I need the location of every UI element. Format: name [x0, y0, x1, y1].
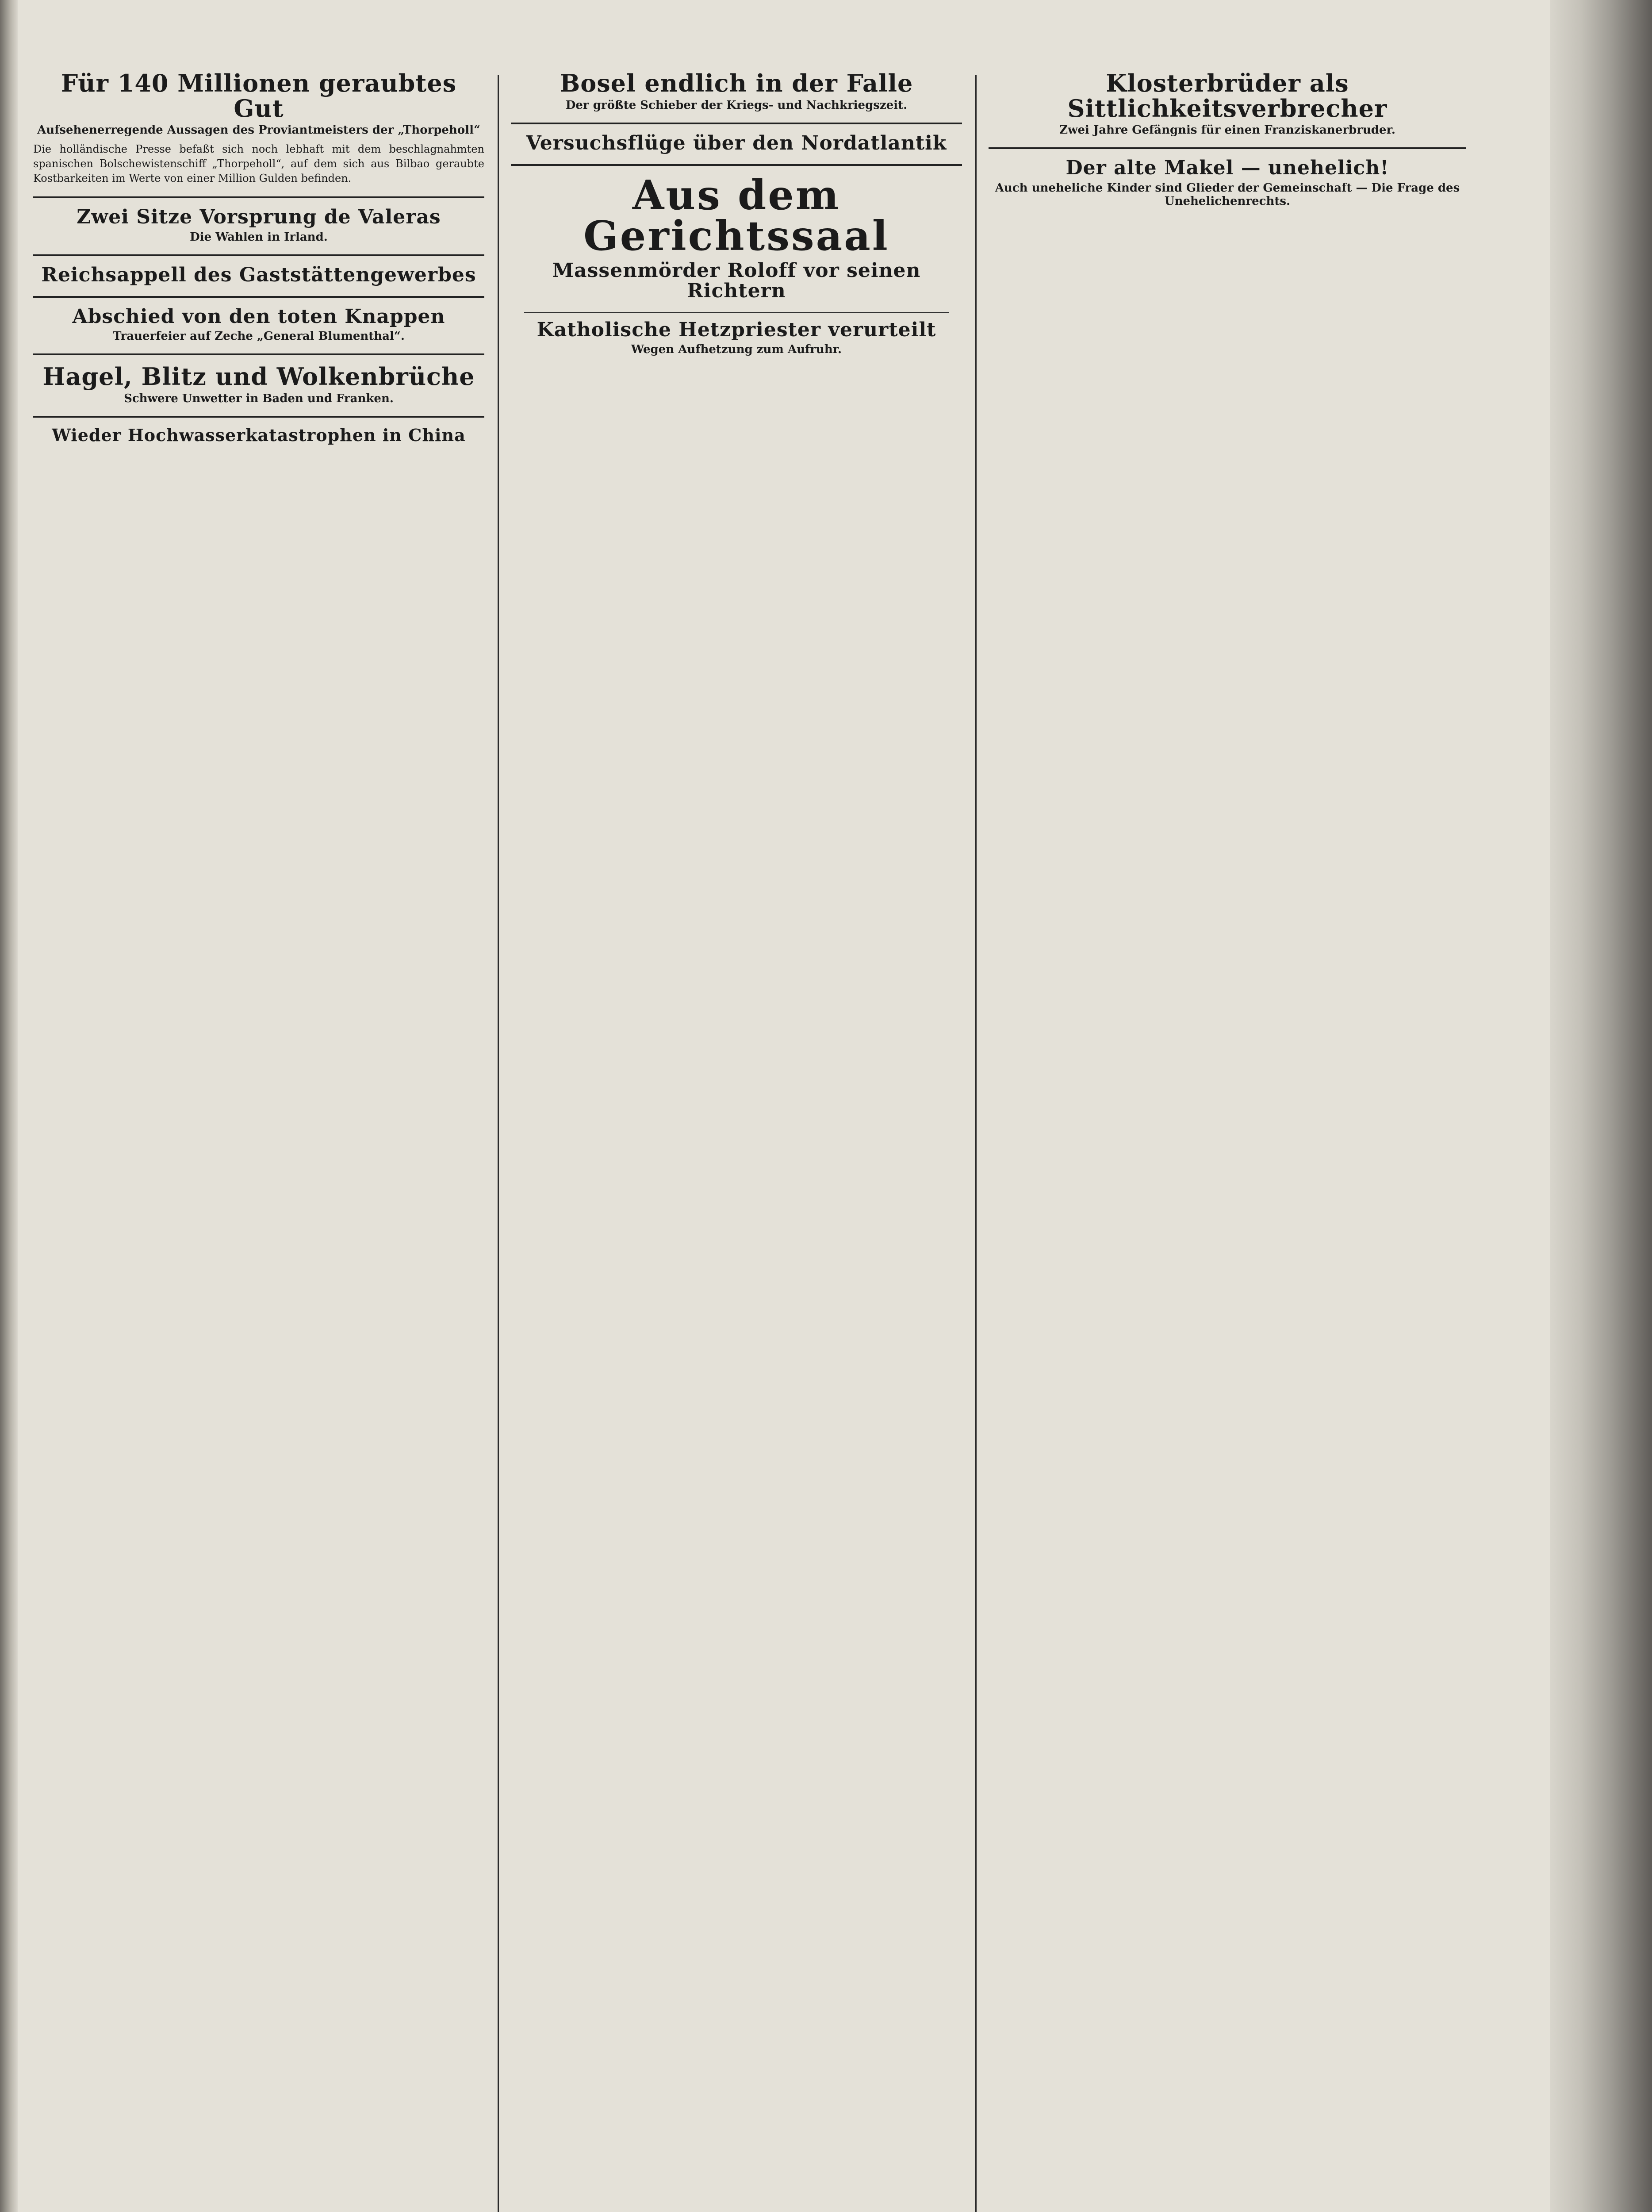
article-makel	[989, 158, 1466, 207]
article-headline: Abschied von den toten Knappen	[72, 305, 445, 328]
article-divider	[33, 416, 484, 418]
article-subheadline: Aufsehenerregende Aussagen des Proviantmeisters der „Thorpeholl“	[37, 123, 480, 137]
article-valeras	[33, 207, 484, 243]
section-gerichtssaal	[511, 171, 962, 303]
article-divider	[33, 254, 484, 256]
article-headline: Katholische Hetzpriester verurteilt	[537, 319, 936, 342]
article-headline: Versuchsflüge über den Nordatlantik	[526, 131, 947, 154]
article-headline: Hagel, Blitz und Wolkenbrüche	[42, 362, 475, 391]
article-gaststaetten	[33, 265, 484, 285]
article-gold	[33, 71, 484, 186]
column-left	[33, 66, 484, 2212]
article-hagel	[33, 364, 484, 405]
article-headline: Der alte Makel — unehelich!	[1066, 157, 1389, 180]
article-divider	[33, 196, 484, 198]
page-edge-left	[0, 0, 18, 2212]
article-divider	[511, 123, 962, 124]
article-headline: Massenmörder Roloff vor seinen Richtern	[552, 259, 921, 303]
article-subheadline: Wegen Aufhetzung zum Aufruhr.	[631, 343, 842, 357]
article-nordatlantik	[511, 133, 962, 154]
article-subheadline: Die Wahlen in Irland.	[190, 230, 328, 244]
article-divider	[524, 312, 949, 313]
article-subheadline: Schwere Unwetter in Baden und Franken.	[124, 392, 394, 405]
article-subheadline: Zwei Jahre Gefängnis für einen Franziskanerbruder.	[1059, 123, 1395, 137]
column-right	[989, 66, 1466, 2212]
article-divider	[511, 164, 962, 166]
article-bosel	[511, 71, 962, 112]
column-middle	[511, 66, 962, 2212]
article-subheadline: Auch uneheliche Kinder sind Glieder der Gemeinschaft — Die Frage des Unehelichenrechts.	[995, 181, 1460, 208]
article-headline: Bosel endlich in der Falle	[560, 69, 913, 97]
article-subheadline: Trauerfeier auf Zeche „General Blumenthal“.	[113, 329, 405, 343]
article-divider	[33, 296, 484, 298]
article-klosterbrueder	[989, 71, 1466, 137]
article-headline: Klosterbrüder als Sittlichkeitsverbrecher	[1067, 69, 1388, 123]
article-hetzpriester	[511, 320, 962, 356]
article-headline: Reichsappell des Gaststättengewerbes	[41, 263, 476, 286]
article-headline: Für 140 Millionen geraubtes Gut	[61, 69, 457, 123]
article-knappen	[33, 307, 484, 343]
section-banner: Aus dem Gerichtssaal	[583, 171, 889, 260]
article-divider	[989, 147, 1466, 149]
article-subheadline: Der größte Schieber der Kriegs- und Nachkriegszeit.	[565, 98, 908, 112]
article-paragraph: Die holländische Presse befaßt sich noch lebhaft mit dem beschlagnahmten spanischen Bolschewistenschiff „Thorpeholl“, auf dem sich aus Bilbao geraubte Kostbarkeiten im Werte von einer Million Gulden befinden.	[33, 143, 484, 185]
column-rule	[498, 75, 499, 2212]
page-edge-right	[1550, 0, 1652, 2212]
article-china	[33, 426, 484, 444]
article-headline: Zwei Sitze Vorsprung de Valeras	[77, 206, 441, 229]
article-headline: Wieder Hochwasserkatastrophen in China	[52, 425, 466, 445]
column-rule	[975, 75, 977, 2212]
article-divider	[33, 353, 484, 355]
